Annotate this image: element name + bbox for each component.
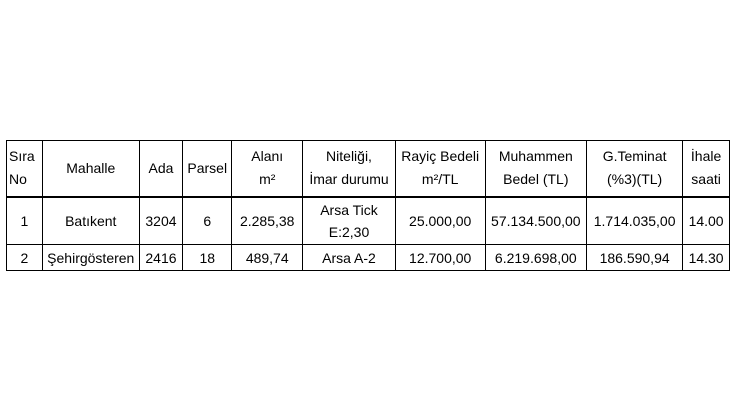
cell-ada: 2416 [139,245,182,271]
header-ada-label: Ada [148,159,174,176]
header-sira-no [7,141,43,197]
header-ihale-saati-line1: İhale [690,148,722,165]
cell-sira: 1 [7,197,43,245]
header-rayic-line1: Rayiç Bedeli [401,148,480,165]
cell-ihale-saati: 14.00 [683,197,730,245]
cell-muhammen: 6.219.698,00 [485,245,587,271]
header-row [7,141,730,197]
header-mahalle-label: Mahalle [66,159,116,176]
cell-parsel: 18 [183,245,232,271]
header-nitelik-line2: İmar durumu [309,171,389,188]
cell-rayic: 12.700,00 [395,245,485,271]
header-ihale-saati [683,141,730,197]
header-ihale-saati-line2: saati [691,171,721,188]
header-alan [232,141,303,197]
cell-teminat: 1.714.035,00 [587,197,683,245]
header-muhammen-line2: Bedel (TL) [503,171,569,188]
header-rayic [395,141,485,197]
cell-teminat: 186.590,94 [587,245,683,271]
header-alan-line2: m² [259,171,276,188]
cell-nitelik [303,197,396,245]
table-row [7,197,730,245]
header-sira-no-line1: Sıra [9,148,35,165]
header-nitelik [303,141,396,197]
table-row [7,245,730,271]
header-sira-no-line2: No [9,171,27,188]
header-muhammen-line1: Muhammen [498,148,573,165]
header-rayic-line2: m²/TL [421,171,459,188]
header-teminat-line1: G.Teminat [602,148,667,165]
header-alan-line1: Alanı [251,148,284,165]
cell-nitelik-line1: Arsa Tick [320,201,378,218]
header-teminat-line2: (%3)(TL) [607,171,663,188]
cell-ihale-saati: 14.30 [683,245,730,271]
header-ada [139,141,182,197]
cell-alan: 2.285,38 [232,197,303,245]
cell-alan: 489,74 [232,245,303,271]
cell-nitelik: Arsa A-2 [303,245,396,271]
header-parsel-label: Parsel [187,159,228,176]
header-parsel [183,141,232,197]
header-muhammen [485,141,587,197]
cell-parsel: 6 [183,197,232,245]
header-nitelik-line1: Niteliği, [326,148,372,165]
header-teminat [587,141,683,197]
cell-muhammen: 57.134.500,00 [485,197,587,245]
cell-mahalle: Batıkent [42,197,139,245]
cell-rayic: 25.000,00 [395,197,485,245]
auction-table [6,140,730,271]
cell-nitelik-line2: E:2,30 [328,223,370,240]
cell-ada: 3204 [139,197,182,245]
header-mahalle [42,141,139,197]
cell-sira: 2 [7,245,43,271]
cell-mahalle: Şehirgösteren [42,245,139,271]
